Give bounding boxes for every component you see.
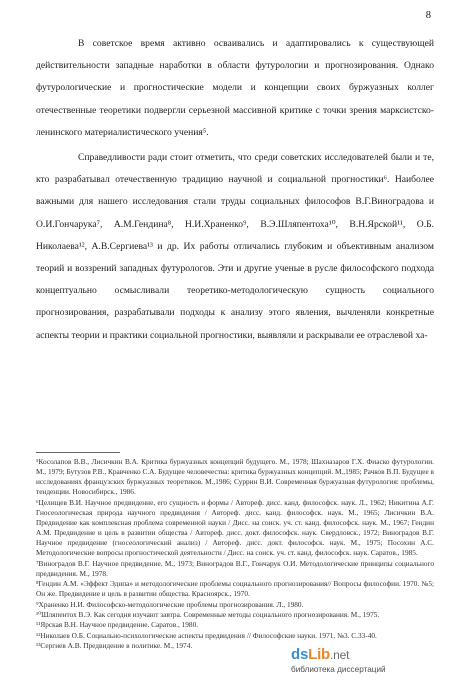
footnote-7: ⁷Виноградов В.Г. Научное предвидение. М., 1973; Виноградов В.Г., Гончарук О.И. Методологические принципы социального предвидения. М., 1978. [36,558,434,578]
footnotes [36,457,434,651]
paragraph-2: Справедливости ради стоит отметить, что среди советских исследователей были и те, кто разрабатывал отечественную традицию научной и социальной прогностики⁶. Наиболее важными для нашего исследования стали труды социальных философов В.Г.Виноградова и О.И.Гончарука⁷, А.М.Гендина⁸, Н.И.Храненко⁹, В.Э.Шляпентоха¹⁰, В.Н.Ярской¹¹, О.Б. Николаева¹², А.В.Сергиева¹³ и др. Их работы отличались глубоким и объективным анализом теорий и воззрений западных футурологов. Эти и другие ученые в русле философского подхода концептуально осмысливали теоретико-методологическую сущность социального прогнозирования, разрабатывали подходы к анализу этого явления, вычленяли конкретные аспекты теории и практики социальной прогностики, выявляли и раскрывали ее отраслевой ха- [36,152,434,341]
footnote-separator [36,452,120,453]
dslib-logo: dsLib.net [291,646,350,663]
footnote-11: ¹¹Ярская В.Н. Научное предвидение. Саратов., 1980. [36,620,199,630]
footnote-8: ⁸Гендин А.М. «Эффект Эдипа» и методологические проблемы социального прогнозирования// Вопросы философии. 1970. №5; Он же. Предвидение и цель в развитии общества. Красноярск., 1970. [36,579,434,599]
dslib-caption: библиотека диссертаций [291,665,386,674]
paragraph-1: В советское время активно осваивались и адаптировались к существующей действительности западные наработки в области футурологии и прогнозирования. Однако футурологические и прогностические модели и концепции своих буржуазных коллег отечественные теоретики подвергли серьезной массивной критике с точки зрения марксистско-ленинского материалистического учения⁵. [36,38,434,138]
footnote-9: ⁹Храненко Н.И. Философско-методологические проблемы прогнозирования. Л., 1980. [36,599,304,609]
page-number: 8 [425,10,431,21]
main-text [36,33,434,347]
footnote-5: ⁵Косолапов В.В., Лисичкин В.А. Критика буржуазных концепций будущего. М., 1978; Шахназаров Г.Х. Фиаско футурологии. М., 1979; Бутузов Р.В., Кравченко С.А. Будущее человечества: критика буржуазных концепций. М.,1985; Рачков В.П. Будущее в исследованиях французских буржуазных теоретиков. М.,1986; Суррин В.И. Современная буржуазная футурология: проблемы, тенденции. Новосибирск., 1986. [36,457,434,497]
footnote-6: ⁶Целищев В.И. Научное предвидение, его сущность и формы / Автореф. дисс. канд. философск. наук. Л., 1962; Никитина А.Г. Гносеологическая природа научного предвидения / Автореф. дисс. канд. философск. наук. М., 1965; Лисичкин В.А. Предвидение как комплексная проблема современной науки / Дисс. на соиск. уч. ст. канд. философск. наук. М., 1967; Гендин А.М. Предвидение и цель в развитии общества / Автореф. дисс. докт. философск. наук. Свердловск., 1972; Виноградов В.Г. Научное предвидение (гносеологический анализ) / Автореф. дисс. докт. философск. наук. М., 1975; Посохин А.С. Методологические вопросы прогностической деятельности / Дисс. на соиск. уч. ст. канд. философск. наук. Саратов., 1985. [36,497,434,558]
dslib-watermark[interactable] [291,646,441,676]
footnote-10: ¹⁰Шляпентох В.Э. Как сегодня изучают завтра. Современные методы социального прогнозирования. М., 1975. [36,609,380,619]
footnote-12: ¹²Николаев О.Б. Социально-психологические аспекты предвидения // Философские науки. 1971. №3. С.33-40. [36,630,377,640]
footnote-13: ¹³Сергиев А.В. Предвидение в политике. М., 1974. [36,641,193,651]
